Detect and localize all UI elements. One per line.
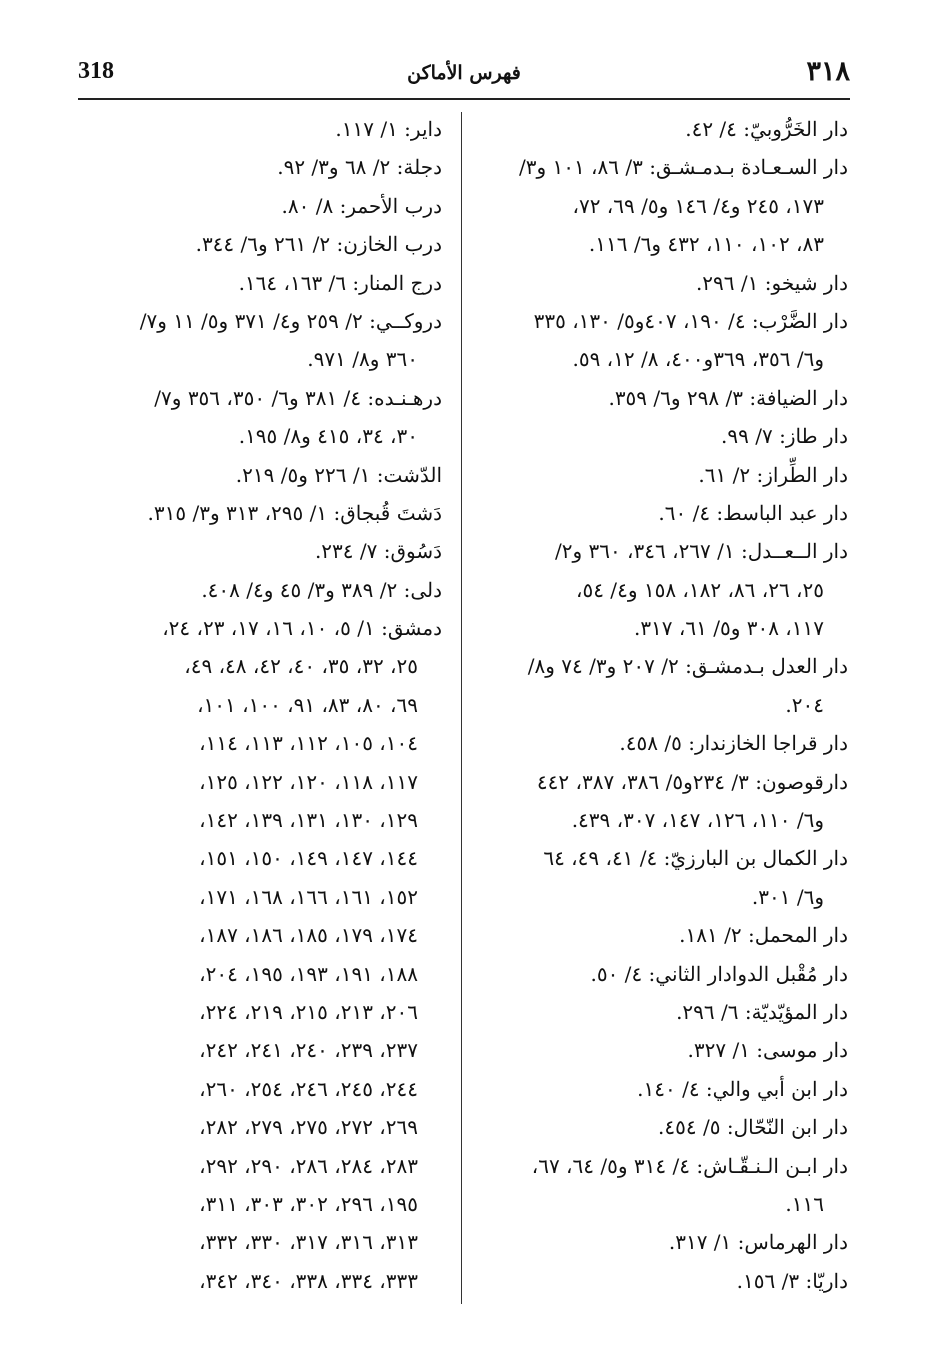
index-entry-continuation: ١٧٣، ٢٤٥ و٤/ ١٤٦ و٥/ ٦٩، ٧٢، (572, 193, 824, 218)
index-entry: درهـنـده: ٤/ ٣٨١ و٦/ ٣٥٠، ٣٥٦ و٧/ (154, 385, 442, 410)
index-entry: دار عبد الباسط: ٤/ ٦٠. (658, 500, 848, 525)
index-entry-continuation: ٣٦٠ و٨/ ٩٧١. (307, 347, 418, 372)
index-entry-continuation: ٦٩، ٨٠، ٨٣، ٩١، ١٠٠، ١٠١، (197, 692, 418, 717)
index-entry: دار شيخو: ١/ ٢٩٦. (695, 270, 848, 295)
index-entry-continuation: ٢٣٧، ٢٣٩، ٢٤٠، ٢٤١، ٢٤٢، (199, 1038, 418, 1063)
index-entry-continuation: ١٩٥، ٢٩٦، ٣٠٢، ٣٠٣، ٣١١، (199, 1191, 418, 1216)
index-entry: دارقوصون: ٣/ ٢٣٤و٥/ ٣٨٦، ٣٨٧، ٤٤٢ (536, 769, 848, 794)
index-entry-continuation: ٢٦٩، ٢٧٢، ٢٧٥، ٢٧٩، ٢٨٢، (199, 1115, 418, 1140)
index-entry-continuation: ١٠٤، ١٠٥، ١١٢، ١١٣، ١١٤، (199, 731, 418, 756)
index-entry: دار الهرماس: ١/ ٣١٧. (668, 1230, 848, 1255)
index-entry: درب الأحمر: ٨/ ٨٠. (281, 193, 442, 218)
index-entry: دار الطِّراز: ٢/ ٦١. (698, 462, 848, 487)
running-title: فهرس الأماكن (407, 62, 521, 84)
index-entry: دار ابـن الـنـقّـاش: ٤/ ٣١٤ و٥/ ٦٤، ٦٧، (531, 1153, 848, 1178)
index-entry: درج المنار: ٦/ ١٦٣، ١٦٤. (238, 270, 442, 295)
index-entry: دار ابن أبي والي: ٤/ ١٤٠. (637, 1076, 848, 1101)
index-entry: داريّا: ٣/ ١٥٦. (736, 1268, 848, 1293)
index-entry-continuation: ٨٣، ١٠٢، ١١٠، ٤٣٢ و٦/ ١١٦. (588, 232, 824, 257)
index-entry-continuation: ١٤٤، ١٤٧، ١٤٩، ١٥٠، ١٥١، (199, 846, 418, 871)
index-entry-continuation: و٦/ ٣٠١. (751, 884, 824, 909)
index-entry-continuation: ٢٨٣، ٢٨٤، ٢٨٦، ٢٩٠، ٢٩٢، (199, 1153, 418, 1178)
index-entry-continuation: ١١٦. (785, 1191, 824, 1216)
index-entry: دار المحمل: ٢/ ١٨١. (679, 923, 848, 948)
index-entry-continuation: ٢٥، ٣٢، ٣٥، ٤٠، ٤٢، ٤٨، ٤٩، (184, 654, 418, 679)
index-entry-continuation: ٣٠، ٣٤، ٤١٥ و٨/ ١٩٥. (238, 424, 418, 449)
index-entry-continuation: ٣١٣، ٣١٦، ٣١٧، ٣٣٠، ٣٣٢، (199, 1230, 418, 1255)
index-entry: الدّشت: ١/ ٢٢٦ و٥/ ٢١٩. (235, 462, 442, 487)
index-entry-continuation: ١٥٢، ١٦١، ١٦٦، ١٦٨، ١٧١، (199, 884, 418, 909)
index-entry: دجلة: ٢/ ٦٨ و٣/ ٩٢. (277, 155, 442, 180)
index-entry: درب الخازن: ٢/ ٢٦١ و٦/ ٣٤٤. (195, 232, 442, 257)
index-entry-continuation: ٣٣٣، ٣٣٤، ٣٣٨، ٣٤٠، ٣٤٢، (199, 1268, 418, 1293)
index-entry: دار قراجا الخازندار: ٥/ ٤٥٨. (619, 731, 848, 756)
index-entry: دار الخَرُّوبيّ: ٤/ ٤٢. (685, 117, 848, 141)
index-entry: دار الضَّرْب: ٤/ ١٩٠، ٤٠٧و٥/ ١٣٠، ٣٣٥ (533, 308, 848, 333)
index-entry-continuation: ٢٠٦، ٢١٣، ٢١٥، ٢١٩، ٢٢٤، (199, 999, 418, 1024)
index-entry: دار الضيافة: ٣/ ٢٩٨ و٦/ ٣٥٩. (608, 385, 848, 410)
index-entry-continuation: ١٨٨، ١٩١، ١٩٣، ١٩٥، ٢٠٤، (199, 961, 418, 986)
page-number-latin: 318 (78, 58, 114, 84)
index-entry-continuation: و٦/ ٣٥٦، ٣٦٩و٤٠٠، ٨/ ١٢، ٥٩. (572, 347, 824, 372)
index-entry-continuation: ١٧٤، ١٧٩، ١٨٥، ١٨٦، ١٨٧، (199, 923, 418, 948)
index-entry: دار ابن النّحّال: ٥/ ٤٥٤. (658, 1115, 848, 1140)
index-entry-continuation: ٢٥، ٢٦، ٨٦، ١٨٢، ١٥٨ و٤/ ٥٤، (576, 577, 824, 602)
index-entry-continuation: ١١٧، ٣٠٨ و٥/ ٦١، ٣١٧. (633, 616, 824, 641)
index-entry: دار المؤيّديّة: ٦/ ٢٩٦. (676, 999, 848, 1024)
index-column-right (490, 110, 848, 1300)
index-entry-continuation: ١٢٩، ١٣٠، ١٣١، ١٣٩، ١٤٢، (199, 808, 418, 833)
index-entry: دَشتَ قُبجاق: ١/ ٢٩٥، ٣١٣ و٣/ ٣١٥. (147, 500, 442, 525)
index-entry: دار مُقْبل الدوادار الثاني: ٤/ ٥٠. (590, 961, 848, 986)
index-entry-continuation: ٢٤٤، ٢٤٥، ٢٤٦، ٢٥٤، ٢٦٠، (199, 1076, 418, 1101)
index-entry: دار الــعــدل: ١/ ٢٦٧، ٣٤٦، ٣٦٠ و٢/ (554, 539, 848, 564)
index-entry-continuation: و٦/ ١١٠، ١٢٦، ١٤٧، ٣٠٧، ٤٣٩. (571, 808, 824, 833)
index-entry: دار طاز: ٧/ ٩٩. (721, 424, 848, 449)
index-column-left (78, 110, 442, 1300)
index-entry-continuation: ٢٠٤. (785, 692, 824, 717)
index-entry: دار السـعـادة بـدمـشـق: ٣/ ٨٦، ١٠١ و٣/ (518, 155, 848, 180)
index-entry: داير: ١/ ١١٧. (335, 117, 442, 141)
column-divider (461, 112, 462, 1304)
index-entry: دمشق: ١/ ٥، ١٠، ١٦، ١٧، ٢٣، ٢٤، (162, 616, 442, 641)
index-entry: دَسُوق: ٧/ ٢٣٤. (314, 539, 442, 564)
index-entry: دار موسى: ١/ ٣٢٧. (687, 1038, 848, 1063)
index-entry-continuation: ١١٧، ١١٨، ١٢٠، ١٢٢، ١٢٥، (199, 769, 418, 794)
index-entry: دروكــي: ٢/ ٢٥٩ و٤/ ٣٧١ و٥/ ١١ و٧/ (139, 308, 442, 333)
index-entry: دار العدل بـدمشـق: ٢/ ٢٠٧ و٣/ ٧٤ و٨/ (527, 654, 848, 679)
page-header (78, 48, 850, 100)
index-entry: دلى: ٢/ ٣٨٩ و٣/ ٤٥ و٤/ ٤٠٨. (201, 577, 442, 602)
page-number-arabic: ٣١٨ (806, 56, 850, 87)
index-entry: دار الكمال بن البارزيّ: ٤/ ٤١، ٤٩، ٦٤ (543, 846, 848, 871)
